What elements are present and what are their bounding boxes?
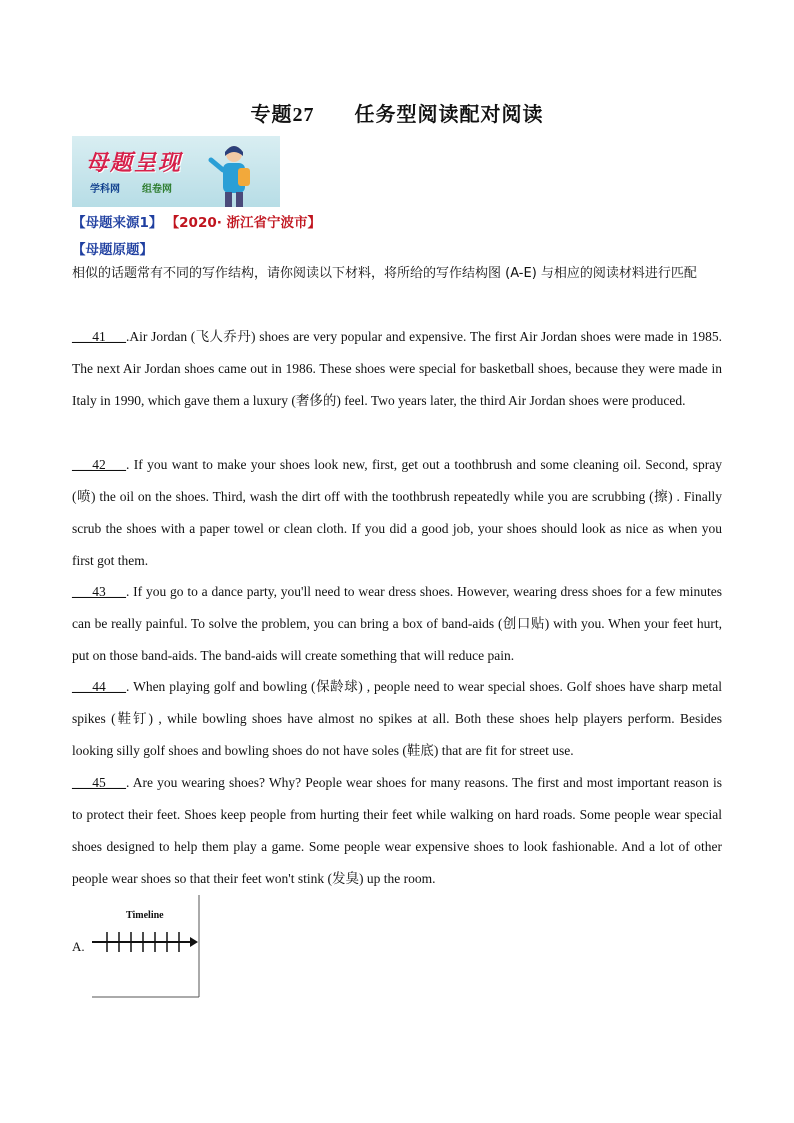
banner-text: 母题呈现 (86, 151, 183, 176)
original-label: 【母题原题】 (72, 242, 153, 258)
passage-45 (72, 767, 722, 895)
source-value: 【2020· 浙江省宁波市】 (172, 215, 322, 231)
title-part1: 专题27 (250, 104, 315, 126)
answer-blank-44: ___44___ (72, 679, 126, 694)
title-part2: 任务型阅读配对阅读 (354, 104, 544, 126)
page-title (0, 98, 794, 127)
passage-44 (72, 671, 722, 767)
intro-text: 相似的话题常有不同的写作结构，请你阅读以下材料，将所给的写作结构图 (A-E) 与相应的阅读材料进行匹配 (72, 266, 697, 281)
option-a (72, 895, 212, 1005)
answer-blank-45: ___45___ (72, 775, 126, 790)
passage-44-text: . When playing golf and bowling (保龄球) , people need to wear special shoes. Golf shoes have sharp metal spikes (鞋钉) , while bowling shoes have almost no spikes at all. Both these shoes help players perform. Besides looking silly golf shoes and bowling shoes do not have soles (鞋底) that are fit for street use. (72, 679, 722, 758)
passage-42 (72, 449, 722, 577)
answer-blank-43: ___43___ (72, 584, 126, 599)
passage-43-text: . If you go to a dance party, you'll need to wear dress shoes. However, wearing dress shoes for a few minutes can be really painful. To solve the problem, you can bring a box of band-aids (创口贴) with you. When your feet hurt, put on those band-aids. The band-aids will create something that will reduce pain. (72, 584, 722, 663)
answer-blank-42: ___42___ (72, 457, 126, 472)
teacher-figure-icon (208, 142, 258, 207)
passage-41 (72, 321, 722, 417)
passage-42-text: . If you want to make your shoes look new, first, get out a toothbrush and some cleaning oil. Second, spray (喷) the oil on the shoes. Third, wash the dirt off with the toothbrush repeatedly while you are scrubbing (擦) . Finally scrub the shoes with a paper towel or clean cloth. If you did a good job, your shoes should look as nice as when you first got them. (72, 457, 722, 568)
answer-blank-41: ___41___ (72, 329, 126, 344)
timeline-title: Timeline (126, 910, 164, 921)
timeline-arrow-icon (190, 937, 198, 947)
source-line (72, 211, 321, 231)
option-a-label: A. (72, 939, 85, 954)
logo-xuekewang: 学科网 (90, 184, 120, 195)
passage-43 (72, 576, 722, 672)
source-label: 【母题来源1】 (72, 215, 163, 231)
timeline-diagram (72, 895, 212, 1000)
banner-image (72, 136, 280, 207)
logo-zujuanwang: 组卷网 (142, 184, 172, 195)
passage-41-text: .Air Jordan (飞人乔丹) shoes are very popular and expensive. The first Air Jordan shoes were made in 1985. The next Air Jordan shoes came out in 1986. These shoes were special for basketball shoes, because they were made in Italy in 1990, which gave them a luxury (奢侈的) feel. Two years later, the third Air Jordan shoes were produced. (72, 329, 722, 408)
passage-45-text: . Are you wearing shoes? Why? People wear shoes for many reasons. The first and most important reason is to protect their feet. Shoes keep people from hurting their feet while walking on hard roads. Some people wear special shoes designed to help them play a game. Some people wear expensive shoes to look fashionable. And a lot of other people wear shoes so that their feet won't stink (发臭) up the room. (72, 775, 722, 886)
